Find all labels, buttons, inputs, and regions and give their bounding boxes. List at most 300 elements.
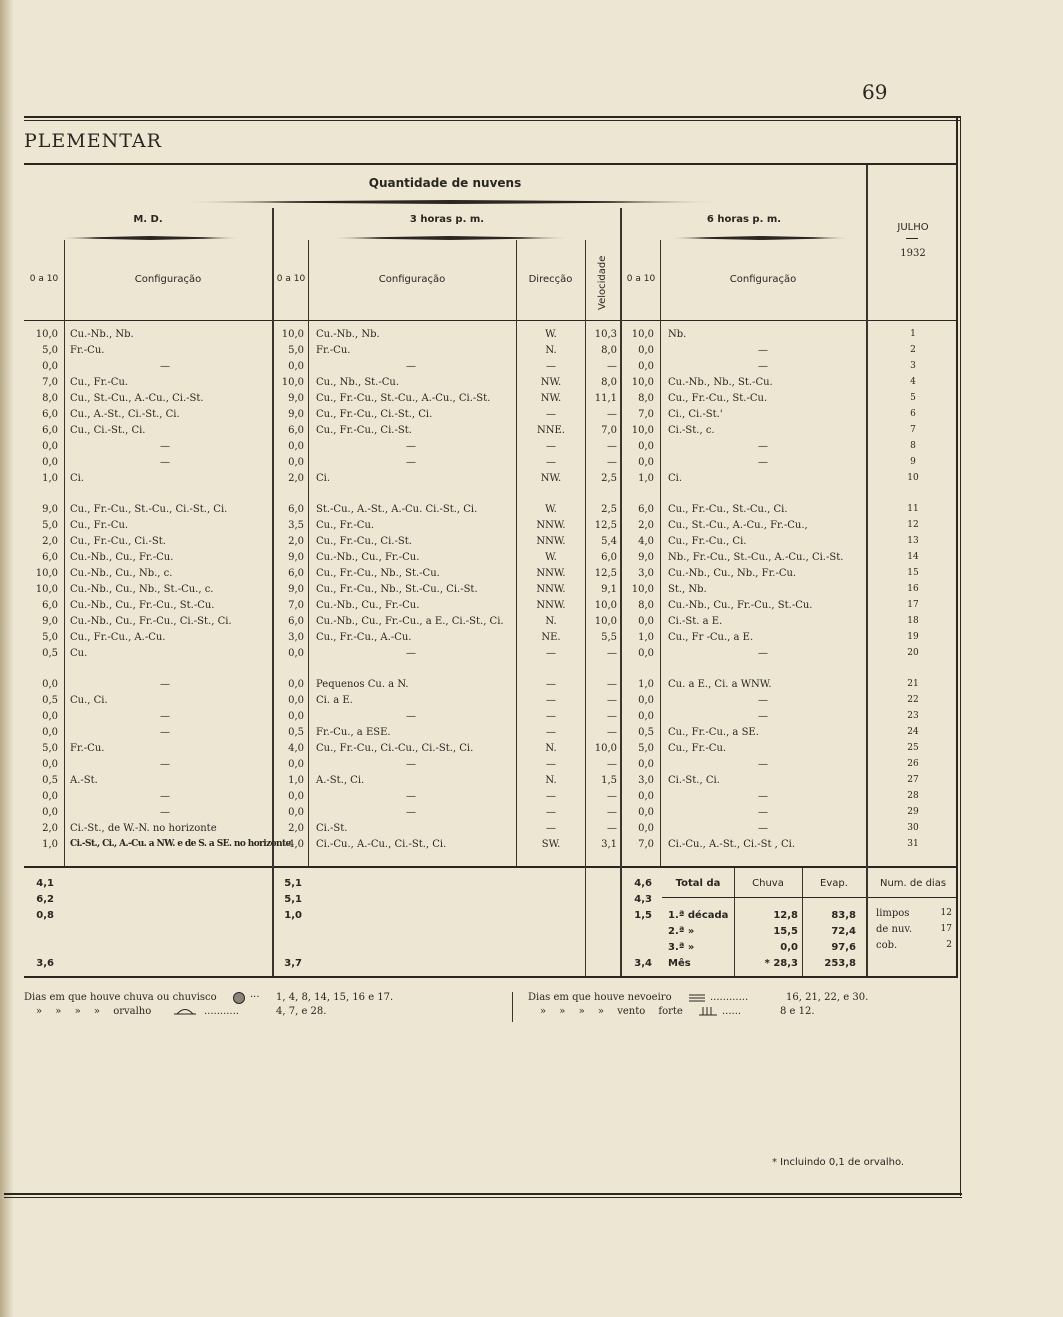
- summary-total-label: Total da: [675, 878, 721, 889]
- cell-dir: NNE.: [537, 425, 565, 436]
- cell-dir: NNW.: [536, 536, 566, 547]
- cell-dir: NNW.: [536, 584, 566, 595]
- cell-vel: —: [607, 823, 617, 834]
- cell-h3-n: 3,5: [288, 520, 304, 531]
- table-row: [0, 361, 960, 377]
- cell-vel: 7,0: [601, 425, 617, 436]
- cell-vel: 1,5: [601, 775, 617, 786]
- cell-md-n: 0,0: [42, 791, 58, 802]
- table-row: [0, 839, 960, 855]
- cell-md-n: 10,0: [35, 329, 58, 340]
- summary-bottom-rule: [24, 976, 958, 978]
- cell-vel: 10,3: [594, 329, 617, 340]
- cell-day: 28: [907, 791, 919, 801]
- cell-h6-c: —: [758, 457, 768, 468]
- cell-md-c: Cu., A.-St., Ci.-St., Ci.: [70, 409, 180, 420]
- cell-h3-n: 9,0: [288, 552, 304, 563]
- cell-vel: 12,5: [594, 520, 617, 531]
- cell-h3-c: —: [406, 791, 416, 802]
- decada-evap: 97,6: [831, 942, 856, 953]
- cell-h6-n: 10,0: [631, 329, 654, 340]
- cell-h3-c: Cu.-Nb., Nb.: [316, 329, 380, 340]
- cell-md-n: 0,0: [42, 457, 58, 468]
- cell-md-n: 0,0: [42, 711, 58, 722]
- cell-md-n: 7,0: [42, 377, 58, 388]
- cell-dir: NE.: [541, 632, 561, 643]
- table-row: [0, 807, 960, 823]
- cell-vel: 8,0: [601, 377, 617, 388]
- cell-dir: NW.: [540, 473, 562, 484]
- frame-top-rule-inner: [24, 120, 960, 121]
- cell-day: 8: [910, 441, 916, 451]
- cell-h6-c: Cu., Fr.-Cu.: [668, 743, 727, 754]
- footer-vento-days: 8 e 12.: [780, 1006, 815, 1017]
- table-row: [0, 568, 960, 584]
- cell-vel: 10,0: [594, 743, 617, 754]
- cell-dir: —: [546, 441, 556, 452]
- table-row: [0, 616, 960, 632]
- cell-md-n: 0,0: [42, 807, 58, 818]
- decada-evap: 72,4: [831, 926, 856, 937]
- cell-md-c: Cu., Fr.-Cu.: [70, 520, 129, 531]
- cell-h6-n: 10,0: [631, 377, 654, 388]
- month-label: JULHO: [897, 222, 929, 233]
- cell-h3-c: Cu.-Nb., Cu., Fr.-Cu.: [316, 552, 420, 563]
- header-top-rule: [24, 163, 958, 165]
- cell-day: 11: [907, 504, 919, 514]
- cell-dir: —: [546, 695, 556, 706]
- cell-vel: —: [607, 711, 617, 722]
- cell-dir: SW.: [541, 839, 561, 850]
- cell-h3-n: 0,5: [288, 727, 304, 738]
- cell-dir: —: [546, 727, 556, 738]
- cell-dir: N.: [545, 345, 557, 356]
- decada-label: 2.ª »: [668, 926, 695, 937]
- cell-h3-c: —: [406, 759, 416, 770]
- cell-h6-c: —: [758, 711, 768, 722]
- cell-h6-n: 6,0: [638, 504, 654, 515]
- cell-md-c: Cu., Fr.-Cu.: [70, 377, 129, 388]
- cell-day: 10: [907, 473, 919, 483]
- num-dias-label: de nuv.: [876, 924, 913, 935]
- header-ornament: [330, 236, 570, 240]
- cell-day: 5: [910, 393, 916, 403]
- cell-vel: 11,1: [594, 393, 617, 404]
- cell-md-n: 0,5: [42, 648, 58, 659]
- cell-h3-c: —: [406, 711, 416, 722]
- cell-h6-c: Nb.: [668, 329, 687, 340]
- cell-h3-n: 0,0: [288, 648, 304, 659]
- cell-h6-n: 0,0: [638, 361, 654, 372]
- cell-day: 16: [907, 584, 919, 594]
- cell-h6-n: 0,5: [638, 727, 654, 738]
- footer-nevoeiro-days: 16, 21, 22, e 30.: [786, 992, 869, 1003]
- cell-day: 6: [910, 409, 916, 419]
- cell-md-n: 6,0: [42, 409, 58, 420]
- cell-vel: —: [607, 679, 617, 690]
- summary-3h-3: 1,0: [284, 910, 302, 921]
- cell-h3-c: A.-St., Ci.: [316, 775, 365, 786]
- table-row: [0, 648, 960, 664]
- decada-chuva: 0,0: [780, 942, 798, 953]
- cell-h3-c: Cu., Fr.-Cu., A.-Cu.: [316, 632, 412, 643]
- cell-h6-c: Cu., St.-Cu., A.-Cu., Fr.-Cu.,: [668, 520, 808, 531]
- cell-h3-n: 1,0: [288, 775, 304, 786]
- cell-h6-n: 0,0: [638, 807, 654, 818]
- cell-vel: —: [607, 759, 617, 770]
- year-label: 1932: [900, 248, 926, 259]
- cell-h3-c: —: [406, 457, 416, 468]
- cell-md-c: Fr.-Cu.: [70, 345, 105, 356]
- cell-vel: 2,5: [601, 473, 617, 484]
- page-number: 69: [862, 80, 888, 104]
- summary-6h-1: 4,6: [634, 878, 652, 889]
- summary-header-rule: [868, 897, 958, 898]
- cell-h3-c: Cu., Nb., St.-Cu.: [316, 377, 400, 388]
- cell-h3-c: Pequenos Cu. a N.: [316, 679, 409, 690]
- cell-dir: —: [546, 759, 556, 770]
- page-bottom-rule-inner: [4, 1197, 962, 1198]
- footer-orvalho-days: 4, 7, e 28.: [276, 1006, 327, 1017]
- cell-md-c: Cu., Fr.-Cu., St.-Cu., Ci.-St., Ci.: [70, 504, 228, 515]
- cell-md-c: Cu.-Nb., Cu., Fr.-Cu., Ci.-St., Ci.: [70, 616, 232, 627]
- cell-md-n: 0,0: [42, 361, 58, 372]
- header-ornament: [670, 236, 850, 240]
- col-6h-config: Configuração: [729, 274, 797, 285]
- cell-h6-n: 0,0: [638, 695, 654, 706]
- table-row: [0, 791, 960, 807]
- cell-dir: —: [546, 711, 556, 722]
- table-row: [0, 775, 960, 791]
- footer-orvalho-label: » » » » orvalho: [36, 1006, 152, 1017]
- cell-h6-n: 1,0: [638, 632, 654, 643]
- cell-h3-n: 6,0: [288, 568, 304, 579]
- cell-md-c: Ci.-St., de W.-N. no horizonte: [70, 823, 217, 834]
- cell-md-c: —: [160, 711, 170, 722]
- decada-label: 1.ª década: [668, 910, 729, 921]
- cell-md-c: —: [160, 807, 170, 818]
- cell-dir: W.: [545, 552, 557, 563]
- cell-md-c: Ci.: [70, 473, 85, 484]
- summary-6h-3: 1,5: [634, 910, 652, 921]
- cell-md-n: 6,0: [42, 552, 58, 563]
- table-row: [0, 393, 960, 409]
- cell-dir: W.: [545, 329, 557, 340]
- cell-h6-n: 3,0: [638, 568, 654, 579]
- cell-h3-c: Cu., Fr.-Cu., St.-Cu., A.-Cu., Ci.-St.: [316, 393, 491, 404]
- cell-h6-c: Cu. a E., Ci. a WNW.: [668, 679, 772, 690]
- cell-day: 13: [907, 536, 919, 546]
- cell-h6-c: Cu.-Nb., Cu., Fr.-Cu., St.-Cu.: [668, 600, 813, 611]
- cell-h3-n: 0,0: [288, 457, 304, 468]
- cell-h3-n: 9,0: [288, 409, 304, 420]
- frame-right-rule-outer: [960, 116, 961, 1196]
- cell-h3-c: Cu., Fr.-Cu., Ci.-St.: [316, 536, 412, 547]
- cell-md-c: Cu.-Nb., Cu., Fr.-Cu.: [70, 552, 174, 563]
- table-row: [0, 552, 960, 568]
- header-md: M. D.: [133, 214, 163, 225]
- cell-md-n: 0,0: [42, 759, 58, 770]
- cell-h6-c: —: [758, 759, 768, 770]
- cell-h6-n: 0,0: [638, 759, 654, 770]
- cell-h6-c: Cu., Fr -Cu., a E.: [668, 632, 754, 643]
- summary-num-dias-label: Num. de dias: [879, 878, 947, 889]
- cell-h6-c: —: [758, 807, 768, 818]
- header-ornament: [180, 200, 720, 204]
- header-3h: 3 horas p. m.: [409, 214, 485, 225]
- table-row: [0, 329, 960, 345]
- cell-h6-c: St., Nb.: [668, 584, 707, 595]
- cell-h3-c: Cu.-Nb., Cu., Fr.-Cu., a E., Ci.-St., Ci.: [316, 616, 504, 627]
- cell-h6-c: —: [758, 441, 768, 452]
- cell-h3-n: 3,0: [288, 632, 304, 643]
- cell-dir: —: [546, 409, 556, 420]
- cell-h3-n: 0,0: [288, 791, 304, 802]
- table-row: [0, 695, 960, 711]
- cell-vel: 6,0: [601, 552, 617, 563]
- cell-md-c: Cu.-Nb., Cu., Fr.-Cu., St.-Cu.: [70, 600, 215, 611]
- cell-h3-n: 4,0: [288, 839, 304, 850]
- cell-day: 18: [907, 616, 919, 626]
- cell-h6-c: Nb., Fr.-Cu., St.-Cu., A.-Cu., Ci.-St.: [668, 552, 844, 563]
- decada-chuva: * 28,3: [764, 958, 798, 969]
- cell-h6-c: Ci.: [668, 473, 683, 484]
- cell-h6-n: 4,0: [638, 536, 654, 547]
- cell-md-c: —: [160, 759, 170, 770]
- cell-h6-c: Ci.-Cu., A.-St., Ci.-St , Ci.: [668, 839, 796, 850]
- cell-dir: —: [546, 457, 556, 468]
- cell-day: 22: [907, 695, 919, 705]
- cell-md-c: —: [160, 727, 170, 738]
- ledger-page: 69 PLEMENTAR Quantidade de nuvens M. D. 3 horas p. m. 6 horas p. m. 0 a 10 Configuração 0 a 10 Configuração Direcção Velocidade 0 a 10 Configuração JULHO 1932 10,0 Cu.-Nb., Nb. 10,0 Cu.-Nb., Nb. W. 10,3 10,0 Nb. 1 5,0 Fr.-Cu. 5,0 Fr.-Cu. N. 8,0 0,0 — 2 0,0 — 0,0 — — — 0,0 — 3 7,0 Cu., Fr.-Cu. 10,0 Cu., Nb., St.-Cu. NW. 8,0 10,0 Cu.-Nb., Nb., St.-Cu. 4 8,0 Cu., St.-Cu., A.-Cu., Ci.-St. 9,0 Cu., Fr.-Cu., St.-Cu., A.-Cu., Ci.-St. NW. 11,1 8,0 Cu., Fr.-Cu., St.-Cu. 5 6,0 Cu., A.-St., Ci.-St., Ci. 9,0 Cu., Fr.-Cu., Ci.-St., Ci. — — 7,0 Ci., Ci.-St.' 6 6,0 Cu., Ci.-St., Ci. 6,0 Cu., Fr.-Cu., Ci.-St. NNE. 7,0 10,0 Ci.-St., c. 7 0,0 — 0,0 — — — 0,0 — 8 0,0 — 0,0 — — — 0,0 — 9 1,0 Ci. 2,0 Ci. NW. 2,5 1,0 Ci. 10 9,0 Cu., Fr.-Cu., St.-Cu., Ci.-St., Ci. 6,0 St.-Cu., A.-St., A.-Cu. Ci.-St., Ci. W. 2,5 6,0 Cu., Fr.-Cu., St.-Cu., Ci. 11 5,0 Cu., Fr.-Cu. 3,5 Cu., Fr.-Cu. NNW. 12,5 2,0 Cu., St.-Cu., A.-Cu., Fr.-Cu., 12 2,0 Cu., Fr.-Cu., Ci.-St. 2,0 Cu., Fr.-Cu., Ci.-St. NNW. 5,4 4,0 Cu., Fr.-Cu., Ci. 13 6,0 Cu.-Nb., Cu., Fr.-Cu. 9,0 Cu.-Nb., Cu., Fr.-Cu. W. 6,0 9,0 Nb., Fr.-Cu., St.-Cu., A.-Cu., Ci.-St. 14 10,0 Cu.-Nb., Cu., Nb., c. 6,0 Cu., Fr.-Cu., Nb., St.-Cu. NNW. 12,5 3,0 Cu.-Nb., Cu., Nb., Fr.-Cu. 15 10,0 Cu.-Nb., Cu., Nb., St.-Cu., c. 9,0 Cu., Fr.-Cu., Nb., St.-Cu., Ci.-St. NNW. 9,1 10,0 St., Nb. 16 6,0 Cu.-Nb., Cu., Fr.-Cu., St.-Cu. 7,0 Cu.-Nb., Cu., Fr.-Cu. NNW. 10,0 8,0 Cu.-Nb., Cu., Fr.-Cu., St.-Cu. 17 9,0 Cu.-Nb., Cu., Fr.-Cu., Ci.-St., Ci. 6,0 Cu.-Nb., Cu., Fr.-Cu., a E., Ci.-St., Ci. N. 10,0 0,0 Ci.-St. a E. 18 5,0 Cu., Fr.-Cu., A.-Cu. 3,0 Cu., Fr.-Cu., A.-Cu. NE. 5,5 1,0 Cu., Fr -Cu., a E. 19 0,5 Cu. 0,0 — — — 0,0 — 20 0,0 — 0,0 Pequenos Cu. a N. — — 1,0 Cu. a E., Ci. a WNW. 21 0,5 Cu., Ci. 0,0 Ci. a E. — — 0,0 — 22 0,0 — 0,0 — — — 0,0 — 23 0,0 — 0,5 Fr.-Cu., a ESE. — — 0,5 Cu., Fr.-Cu., a SE. 24 5,0 Fr.-Cu. 4,0 Cu., Fr.-Cu., Ci.-Cu., Ci.-St., Ci. N. 10,0 5,0 Cu., Fr.-Cu. 25 0,0 — 0,0 — — — 0,0 — 26 0,5 A.-St. 1,0 A.-St., Ci. N. 1,5 3,0 Ci.-St., Ci. 27 0,0 — 0,0 — — — 0,0 — 28 0,0 — 0,0 — — — 0,0 — 29 2,0 Ci.-St., de W.-N. no horizonte 2,0 Ci.-St. — — 0,0 — 30 1,0 Ci.-St., Ci., A.-Cu. a NW. e de S. a SE. no horizonte 4,0 Ci.-Cu., A.-Cu., Ci.-St., Ci. SW. 3,1 7,0 Ci.-Cu., A.-St., Ci.-St , Ci. 31 4,1 6,2 0,8 3,6 5,1 5,1 1,0 3,7 4,6 4,3 1,5 3,4 Total da Chuva Evap. Num. de dias 1.ª década 12,8 83,8 2.ª » 15,5 72,4 3.ª » 0,0 97,6 Mês * 28,3 253,8 limpos 12 de nuv. 17 cob. 2 Dias em que houve chuva ou chuvisco ··· 1, 4, 8, 14, 15, 16 e 17. » » » » orvalho ........... 4, 7, e 28. Dias em que houve nevoeiro ............ 16, 21, 22, e 30. » » » » vento forte ...... 8 e 12. * Incluindo 0,1 de orvalho.: [0, 0, 1063, 1317]
- decada-chuva: 12,8: [773, 910, 798, 921]
- summary-md-3: 0,8: [36, 910, 54, 921]
- cell-vel: —: [607, 457, 617, 468]
- cell-h3-n: 0,0: [288, 759, 304, 770]
- cell-md-n: 5,0: [42, 520, 58, 531]
- month-underline: [906, 238, 918, 239]
- cell-vel: 3,1: [601, 839, 617, 850]
- table-row: [0, 679, 960, 695]
- decada-evap: 83,8: [831, 910, 856, 921]
- cell-day: 31: [907, 839, 919, 849]
- decada-label: Mês: [668, 958, 691, 969]
- cell-h3-n: 2,0: [288, 473, 304, 484]
- summary-3h-month: 3,7: [284, 958, 302, 969]
- body-bottom-rule: [24, 866, 958, 868]
- col-direccao: Direcção: [528, 274, 573, 285]
- footer-nevoeiro-label: Dias em que houve nevoeiro: [528, 992, 672, 1003]
- cell-h6-n: 2,0: [638, 520, 654, 531]
- table-row: [0, 600, 960, 616]
- cell-md-c: —: [160, 679, 170, 690]
- col-3h-scale: 0 a 10: [276, 274, 306, 284]
- summary-md-1: 4,1: [36, 878, 54, 889]
- summary-chuva-label: Chuva: [752, 878, 784, 889]
- cell-h6-n: 9,0: [638, 552, 654, 563]
- cell-h6-n: 3,0: [638, 775, 654, 786]
- header-6h: 6 horas p. m.: [706, 214, 782, 225]
- cell-day: 4: [910, 377, 916, 387]
- cell-md-c: Cu., Fr.-Cu., Ci.-St.: [70, 536, 166, 547]
- cell-md-c: —: [160, 361, 170, 372]
- cell-day: 20: [907, 648, 919, 658]
- table-row: [0, 759, 960, 775]
- cell-h3-n: 9,0: [288, 393, 304, 404]
- cell-h3-c: St.-Cu., A.-St., A.-Cu. Ci.-St., Ci.: [316, 504, 478, 515]
- footer-chuva-label: Dias em que houve chuva ou chuvisco: [24, 992, 217, 1003]
- cell-dir: N.: [545, 743, 557, 754]
- header-ornament: [60, 236, 240, 240]
- cell-h6-c: Cu.-Nb., Cu., Nb., Fr.-Cu.: [668, 568, 797, 579]
- cell-h3-c: Cu., Fr.-Cu.: [316, 520, 375, 531]
- table-row: [0, 425, 960, 441]
- cell-h3-n: 9,0: [288, 584, 304, 595]
- cell-dir: —: [546, 791, 556, 802]
- cell-md-c: Cu., Ci.: [70, 695, 108, 706]
- cell-md-n: 5,0: [42, 345, 58, 356]
- cell-h6-c: —: [758, 361, 768, 372]
- cell-md-c: —: [160, 457, 170, 468]
- cell-day: 12: [907, 520, 919, 530]
- cell-dir: —: [546, 807, 556, 818]
- cell-md-c: Cu.-Nb., Nb.: [70, 329, 134, 340]
- summary-3h-2: 5,1: [284, 894, 302, 905]
- num-dias-value: 17: [940, 924, 952, 934]
- cell-dir: —: [546, 679, 556, 690]
- table-row: [0, 536, 960, 552]
- cell-md-n: 0,0: [42, 727, 58, 738]
- cell-h6-c: —: [758, 345, 768, 356]
- cell-h6-n: 0,0: [638, 711, 654, 722]
- cell-md-n: 9,0: [42, 616, 58, 627]
- cell-vel: 10,0: [594, 600, 617, 611]
- cell-h3-c: Ci.-St.: [316, 823, 348, 834]
- cell-h3-c: Cu., Fr.-Cu., Nb., St.-Cu.: [316, 568, 440, 579]
- cell-md-n: 0,5: [42, 775, 58, 786]
- cell-vel: 12,5: [594, 568, 617, 579]
- table-row: [0, 584, 960, 600]
- cell-h6-n: 8,0: [638, 393, 654, 404]
- cell-vel: 5,4: [601, 536, 617, 547]
- summary-md-month: 3,6: [36, 958, 54, 969]
- num-dias-value: 12: [940, 908, 952, 918]
- table-row: [0, 457, 960, 473]
- cell-dir: N.: [545, 616, 557, 627]
- cell-vel: 9,1: [601, 584, 617, 595]
- cell-h3-n: 6,0: [288, 616, 304, 627]
- footer-vento-label: » » » » vento forte: [540, 1006, 683, 1017]
- cell-h6-c: Cu., Fr.-Cu., a SE.: [668, 727, 759, 738]
- cell-md-c: Cu., Fr.-Cu., A.-Cu.: [70, 632, 166, 643]
- cell-md-n: 5,0: [42, 743, 58, 754]
- cell-h6-c: Cu., Fr.-Cu., St.-Cu., Ci.: [668, 504, 788, 515]
- cell-md-n: 9,0: [42, 504, 58, 515]
- cell-vel: —: [607, 648, 617, 659]
- cell-h3-c: Ci.-Cu., A.-Cu., Ci.-St., Ci.: [316, 839, 447, 850]
- cell-md-c: Cu., Ci.-St., Ci.: [70, 425, 146, 436]
- cell-h6-n: 10,0: [631, 584, 654, 595]
- cell-md-n: 10,0: [35, 584, 58, 595]
- table-row: [0, 409, 960, 425]
- footer-divider: [512, 992, 513, 1022]
- cell-day: 26: [907, 759, 919, 769]
- cell-h6-n: 0,0: [638, 616, 654, 627]
- cell-h6-c: Ci., Ci.-St.': [668, 409, 723, 420]
- table-row: [0, 727, 960, 743]
- cell-h3-n: 0,0: [288, 711, 304, 722]
- summary-6h-2: 4,3: [634, 894, 652, 905]
- summary-header-rule: [662, 897, 866, 898]
- summary-3h-1: 5,1: [284, 878, 302, 889]
- cell-md-c: Cu., St.-Cu., A.-Cu., Ci.-St.: [70, 393, 204, 404]
- cell-h3-n: 2,0: [288, 536, 304, 547]
- cell-h6-n: 1,0: [638, 679, 654, 690]
- cell-md-c: A.-St.: [70, 775, 98, 786]
- cell-h6-c: Ci.-St., c.: [668, 425, 715, 436]
- cell-day: 17: [907, 600, 919, 610]
- cell-h3-n: 0,0: [288, 807, 304, 818]
- cell-day: 14: [907, 552, 919, 562]
- cell-h3-n: 2,0: [288, 823, 304, 834]
- cell-day: 2: [910, 345, 916, 355]
- table-row: [0, 345, 960, 361]
- table-row: [0, 711, 960, 727]
- cell-day: 21: [907, 679, 919, 689]
- cell-day: 27: [907, 775, 919, 785]
- cell-h3-c: Ci.: [316, 473, 331, 484]
- table-row: [0, 441, 960, 457]
- cell-vel: —: [607, 361, 617, 372]
- cell-h3-n: 6,0: [288, 425, 304, 436]
- cell-md-c: Cu.-Nb., Cu., Nb., St.-Cu., c.: [70, 584, 214, 595]
- header-bottom-rule: [24, 320, 958, 321]
- cell-md-n: 10,0: [35, 568, 58, 579]
- table-row: [0, 377, 960, 393]
- page-bottom-rule: [4, 1193, 962, 1195]
- cell-vel: —: [607, 727, 617, 738]
- cell-md-c: —: [160, 791, 170, 802]
- col-md-scale: 0 a 10: [29, 274, 59, 284]
- cell-h6-c: —: [758, 648, 768, 659]
- cell-md-n: 6,0: [42, 425, 58, 436]
- cell-h3-n: 10,0: [281, 377, 304, 388]
- cell-h6-n: 0,0: [638, 345, 654, 356]
- cell-h6-n: 7,0: [638, 409, 654, 420]
- cell-dir: NW.: [540, 393, 562, 404]
- page-title: PLEMENTAR: [24, 130, 162, 152]
- cell-md-c: Ci.-St., Ci., A.-Cu. a NW. e de S. a SE. no horizonte: [70, 839, 291, 849]
- cell-day: 7: [910, 425, 916, 435]
- cell-h6-n: 8,0: [638, 600, 654, 611]
- table-row: [0, 473, 960, 489]
- cell-md-c: Cu.-Nb., Cu., Nb., c.: [70, 568, 173, 579]
- cell-h3-n: 0,0: [288, 679, 304, 690]
- decada-chuva: 15,5: [773, 926, 798, 937]
- cell-vel: —: [607, 695, 617, 706]
- table-row: [0, 743, 960, 759]
- cell-h6-c: Ci.-St., Ci.: [668, 775, 720, 786]
- cell-h6-n: 0,0: [638, 648, 654, 659]
- cell-h3-n: 10,0: [281, 329, 304, 340]
- cell-day: 23: [907, 711, 919, 721]
- summary-evap-label: Evap.: [820, 878, 848, 889]
- cell-h6-n: 7,0: [638, 839, 654, 850]
- dew-symbol-icon: [172, 1004, 198, 1019]
- cell-md-n: 2,0: [42, 536, 58, 547]
- cell-md-n: 8,0: [42, 393, 58, 404]
- cell-h6-c: —: [758, 791, 768, 802]
